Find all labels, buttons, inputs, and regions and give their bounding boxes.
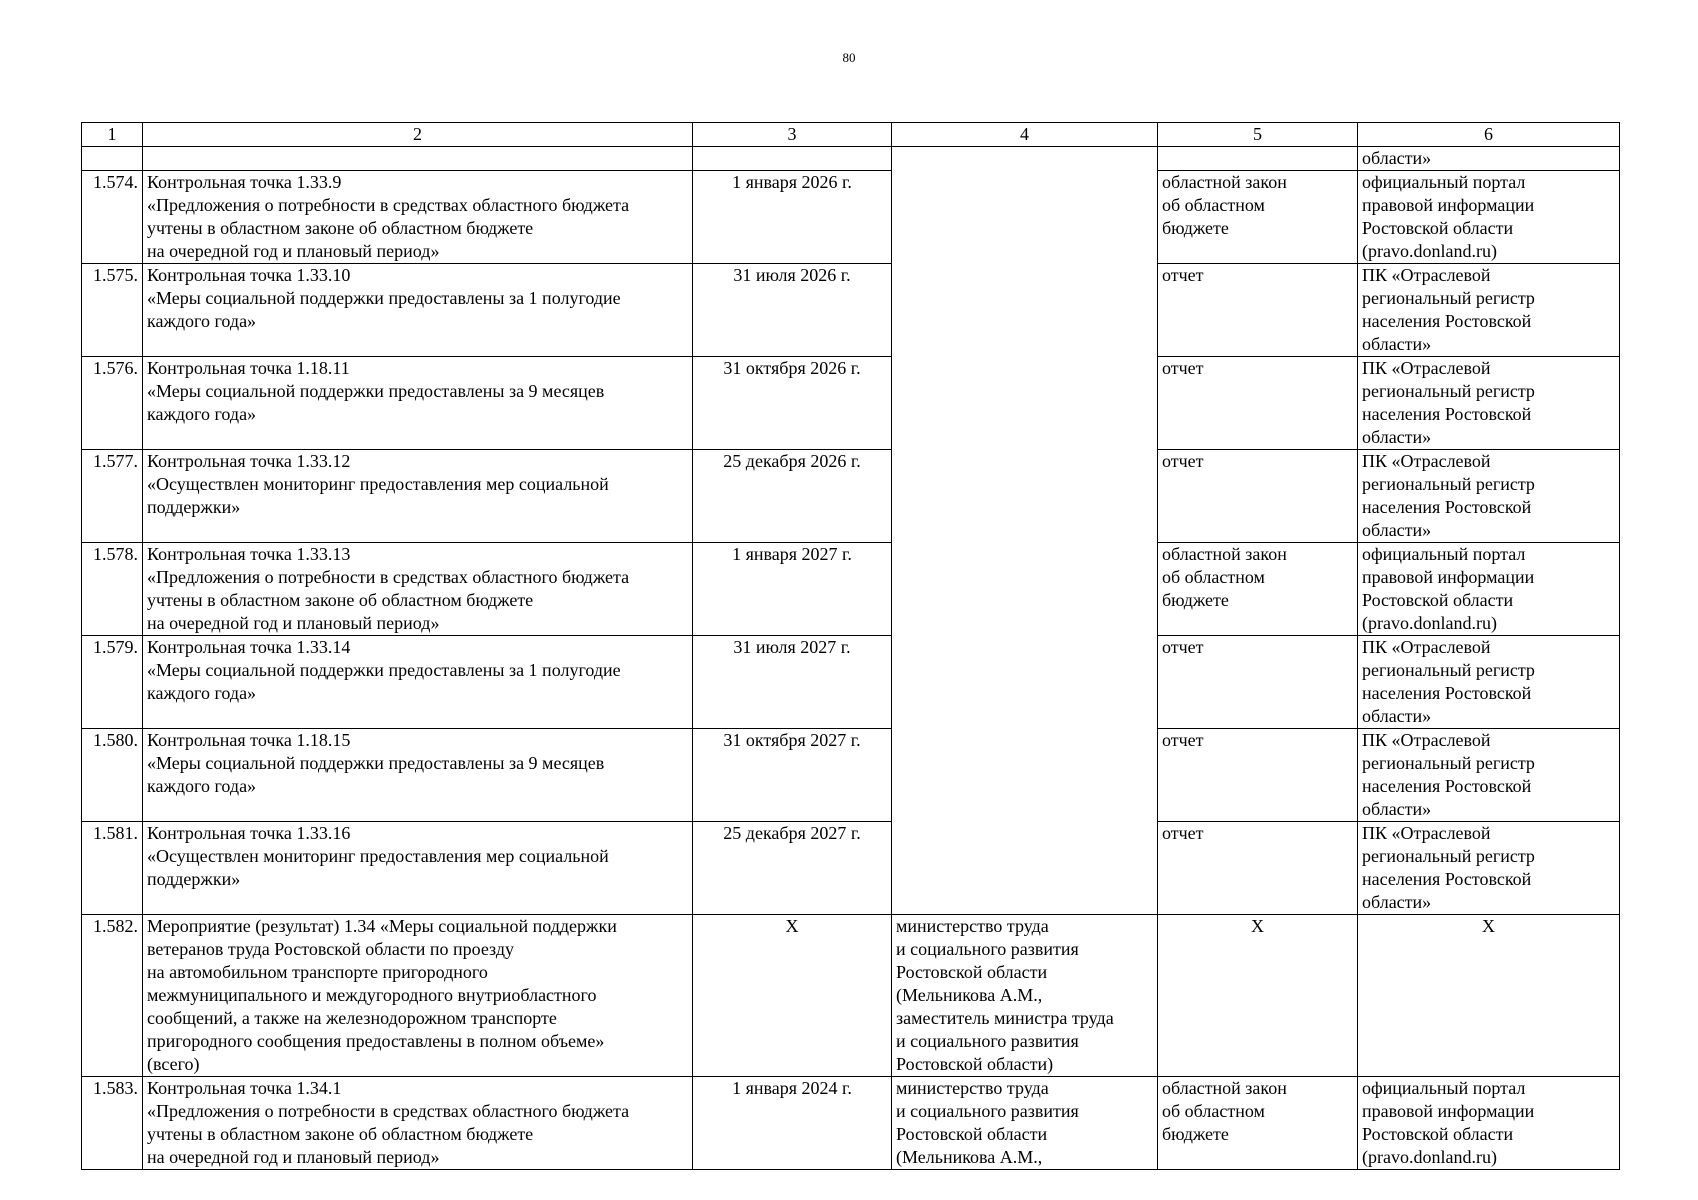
responsible-line: и социального развития: [896, 1101, 1079, 1121]
row-number-cell: 1.575.: [82, 264, 143, 357]
description-cell: [143, 1077, 693, 1170]
source-cell: [1358, 729, 1620, 822]
description-line: на очередной год и плановый период»: [147, 241, 440, 261]
date-cell: 31 июля 2026 г.: [693, 264, 892, 357]
plan-table: [81, 122, 1620, 1170]
source-line: области»: [1362, 520, 1432, 540]
source-line: региональный регистр: [1362, 381, 1535, 401]
description-line: Контрольная точка 1.18.15: [147, 730, 351, 750]
document-line: об областном: [1162, 195, 1265, 215]
description-cell: [143, 822, 693, 915]
responsible-line: и социального развития: [896, 1031, 1079, 1051]
document-cell: [1158, 1077, 1358, 1170]
description-cell: [143, 636, 693, 729]
description-line: сообщений, а также на железнодорожном транспорте: [147, 1008, 557, 1028]
source-line: официальный портал: [1362, 172, 1526, 192]
date-cell: 25 декабря 2026 г.: [693, 450, 892, 543]
table-row: [82, 1077, 1620, 1170]
row-number-cell: 1.580.: [82, 729, 143, 822]
description-cell: [143, 915, 693, 1077]
source-line: населения Ростовской: [1362, 311, 1532, 331]
document-cell: [1158, 450, 1358, 543]
row-number-cell: 1.583.: [82, 1077, 143, 1170]
description-line: поддержки»: [147, 869, 241, 889]
description-cell: [143, 543, 693, 636]
table-row: [82, 729, 1620, 822]
col-number-2: 2: [143, 123, 693, 147]
document-cell: [1158, 636, 1358, 729]
source-line: (pravo.donland.ru): [1362, 241, 1497, 261]
source-line: ПК «Отраслевой: [1362, 823, 1491, 843]
description-line: Контрольная точка 1.34.1: [147, 1078, 342, 1098]
source-line: региональный регистр: [1362, 660, 1535, 680]
responsible-cell: [892, 915, 1158, 1077]
description-line: каждого года»: [147, 404, 257, 424]
source-cell: [1358, 147, 1620, 171]
description-cell: [143, 171, 693, 264]
table-row: [82, 450, 1620, 543]
document-line: областной закон: [1162, 172, 1287, 192]
responsible-line: заместитель министра труда: [896, 1008, 1114, 1028]
table-row: [82, 636, 1620, 729]
source-cell: [1358, 636, 1620, 729]
row-number-cell: 1.577.: [82, 450, 143, 543]
col-number-4: 4: [892, 123, 1158, 147]
description-cell: [143, 357, 693, 450]
description-line: «Предложения о потребности в средствах областного бюджета: [147, 567, 630, 587]
responsible-merged-cell: [892, 147, 1158, 915]
source-line: области»: [1362, 334, 1432, 354]
document-line: отчет: [1162, 265, 1204, 285]
document-cell: X: [1158, 915, 1358, 1077]
row-number-cell: 1.574.: [82, 171, 143, 264]
description-line: Контрольная точка 1.33.9: [147, 172, 342, 192]
source-line: области»: [1362, 892, 1432, 912]
source-cell: [1358, 450, 1620, 543]
source-line: официальный портал: [1362, 1078, 1526, 1098]
table-row: [82, 822, 1620, 915]
col-number-6: 6: [1358, 123, 1620, 147]
responsible-line: и социального развития: [896, 939, 1079, 959]
source-line: (pravo.donland.ru): [1362, 1147, 1497, 1167]
col-number-1: 1: [82, 123, 143, 147]
description-line: учтены в областном законе об областном бюджете: [147, 590, 534, 610]
description-line: каждого года»: [147, 683, 257, 703]
date-cell: 1 января 2026 г.: [693, 171, 892, 264]
source-line: ПК «Отраслевой: [1362, 730, 1491, 750]
source-line: ПК «Отраслевой: [1362, 451, 1491, 471]
document-line: об областном: [1162, 567, 1265, 587]
table-row: [82, 171, 1620, 264]
document-line: бюджете: [1162, 590, 1229, 610]
date-cell: 1 января 2027 г.: [693, 543, 892, 636]
description-line: на очередной год и плановый период»: [147, 1147, 440, 1167]
document-cell: [1158, 822, 1358, 915]
source-line: населения Ростовской: [1362, 869, 1532, 889]
source-line: области»: [1362, 427, 1432, 447]
source-line: региональный регистр: [1362, 753, 1535, 773]
date-cell: X: [693, 915, 892, 1077]
source-line: области»: [1362, 706, 1432, 726]
description-line: каждого года»: [147, 311, 257, 331]
table-row: [82, 264, 1620, 357]
document-line: отчет: [1162, 358, 1204, 378]
document-line: отчет: [1162, 823, 1204, 843]
row-number-cell: 1.581.: [82, 822, 143, 915]
responsible-line: министерство труда: [896, 1078, 1049, 1098]
source-line: области»: [1362, 799, 1432, 819]
source-line: Ростовской области: [1362, 1124, 1514, 1144]
description-line: на очередной год и плановый период»: [147, 613, 440, 633]
responsible-line: Ростовской области: [896, 1124, 1048, 1144]
document-line: отчет: [1162, 730, 1204, 750]
description-cell: [143, 450, 693, 543]
source-line: правовой информации: [1362, 567, 1535, 587]
description-line: ветеранов труда Ростовской области по проезду: [147, 939, 515, 959]
source-line: региональный регистр: [1362, 846, 1535, 866]
row-number-cell: 1.578.: [82, 543, 143, 636]
description-line: Мероприятие (результат) 1.34 «Меры социальной поддержки: [147, 916, 617, 936]
table-row: [82, 357, 1620, 450]
source-line: региональный регистр: [1362, 288, 1535, 308]
date-cell: 31 октября 2027 г.: [693, 729, 892, 822]
document-cell: [1158, 729, 1358, 822]
source-line: населения Ростовской: [1362, 497, 1532, 517]
description-line: Контрольная точка 1.33.12: [147, 451, 351, 471]
description-line: Контрольная точка 1.33.14: [147, 637, 351, 657]
description-line: «Предложения о потребности в средствах областного бюджета: [147, 195, 630, 215]
description-line: Контрольная точка 1.33.13: [147, 544, 351, 564]
responsible-cell: [892, 1077, 1158, 1170]
description-line: Контрольная точка 1.18.11: [147, 358, 350, 378]
responsible-line: (Мельникова А.М.,: [896, 1147, 1043, 1167]
source-line: ПК «Отраслевой: [1362, 637, 1491, 657]
source-line: правовой информации: [1362, 195, 1535, 215]
document-line: отчет: [1162, 451, 1204, 471]
document-line: бюджете: [1162, 1124, 1229, 1144]
source-cell: [1358, 171, 1620, 264]
source-cell: [1358, 543, 1620, 636]
source-line: Ростовской области: [1362, 218, 1514, 238]
source-line: официальный портал: [1362, 544, 1526, 564]
source-line: региональный регистр: [1362, 474, 1535, 494]
description-line: на автомобильном транспорте пригородного: [147, 962, 488, 982]
description-line: «Меры социальной поддержки предоставлены за 1 полугодие: [147, 288, 621, 308]
source-line: области»: [1362, 148, 1432, 168]
source-line: (pravo.donland.ru): [1362, 613, 1497, 633]
responsible-line: Ростовской области: [896, 962, 1048, 982]
description-line: Контрольная точка 1.33.16: [147, 823, 351, 843]
description-line: «Осуществлен мониторинг предоставления мер социальной: [147, 846, 609, 866]
description-line: «Меры социальной поддержки предоставлены за 9 месяцев: [147, 753, 605, 773]
source-cell: [1358, 264, 1620, 357]
source-line: Ростовской области: [1362, 590, 1514, 610]
source-line: населения Ростовской: [1362, 404, 1532, 424]
document-line: бюджете: [1162, 218, 1229, 238]
responsible-line: (Мельникова А.М.,: [896, 985, 1043, 1005]
document-cell: [1158, 543, 1358, 636]
description-line: (всего): [147, 1054, 200, 1074]
row-number-cell: 1.576.: [82, 357, 143, 450]
document-cell: [1158, 264, 1358, 357]
description-cell: [143, 729, 693, 822]
document-cell: [1158, 357, 1358, 450]
page-number: 80: [842, 50, 856, 65]
description-cell: [143, 264, 693, 357]
source-line: населения Ростовской: [1362, 776, 1532, 796]
description-line: учтены в областном законе об областном бюджете: [147, 1124, 534, 1144]
source-cell: X: [1358, 915, 1620, 1077]
col-number-3: 3: [693, 123, 892, 147]
date-cell: 25 декабря 2027 г.: [693, 822, 892, 915]
date-cell: 1 января 2024 г.: [693, 1077, 892, 1170]
description-line: «Меры социальной поддержки предоставлены за 1 полугодие: [147, 660, 621, 680]
description-line: «Меры социальной поддержки предоставлены за 9 месяцев: [147, 381, 605, 401]
document-line: областной закон: [1162, 544, 1287, 564]
description-line: «Предложения о потребности в средствах областного бюджета: [147, 1101, 630, 1121]
source-cell: [1358, 1077, 1620, 1170]
responsible-line: Ростовской области): [896, 1054, 1054, 1074]
source-cell: [1358, 357, 1620, 450]
document-line: областной закон: [1162, 1078, 1287, 1098]
document-cell: [1158, 171, 1358, 264]
source-line: населения Ростовской: [1362, 683, 1532, 703]
row-number-cell: 1.582.: [82, 915, 143, 1077]
source-line: правовой информации: [1362, 1101, 1535, 1121]
table-row: [82, 915, 1620, 1077]
row-number-cell: 1.579.: [82, 636, 143, 729]
source-cell: [1358, 822, 1620, 915]
responsible-line: министерство труда: [896, 916, 1049, 936]
continuation-row: [82, 147, 1620, 171]
table-row: [82, 543, 1620, 636]
description-line: поддержки»: [147, 497, 241, 517]
document-line: об областном: [1162, 1101, 1265, 1121]
description-line: каждого года»: [147, 776, 257, 796]
column-number-row: [82, 123, 1620, 147]
description-line: пригородного сообщения предоставлены в полном объеме»: [147, 1031, 605, 1051]
col-number-5: 5: [1158, 123, 1358, 147]
description-line: Контрольная точка 1.33.10: [147, 265, 351, 285]
description-line: «Осуществлен мониторинг предоставления мер социальной: [147, 474, 609, 494]
document-line: отчет: [1162, 637, 1204, 657]
source-line: ПК «Отраслевой: [1362, 265, 1491, 285]
description-line: учтены в областном законе об областном бюджете: [147, 218, 534, 238]
source-line: ПК «Отраслевой: [1362, 358, 1491, 378]
description-line: межмуниципального и междугородного внутриобластного: [147, 985, 597, 1005]
date-cell: 31 октября 2026 г.: [693, 357, 892, 450]
date-cell: 31 июля 2027 г.: [693, 636, 892, 729]
